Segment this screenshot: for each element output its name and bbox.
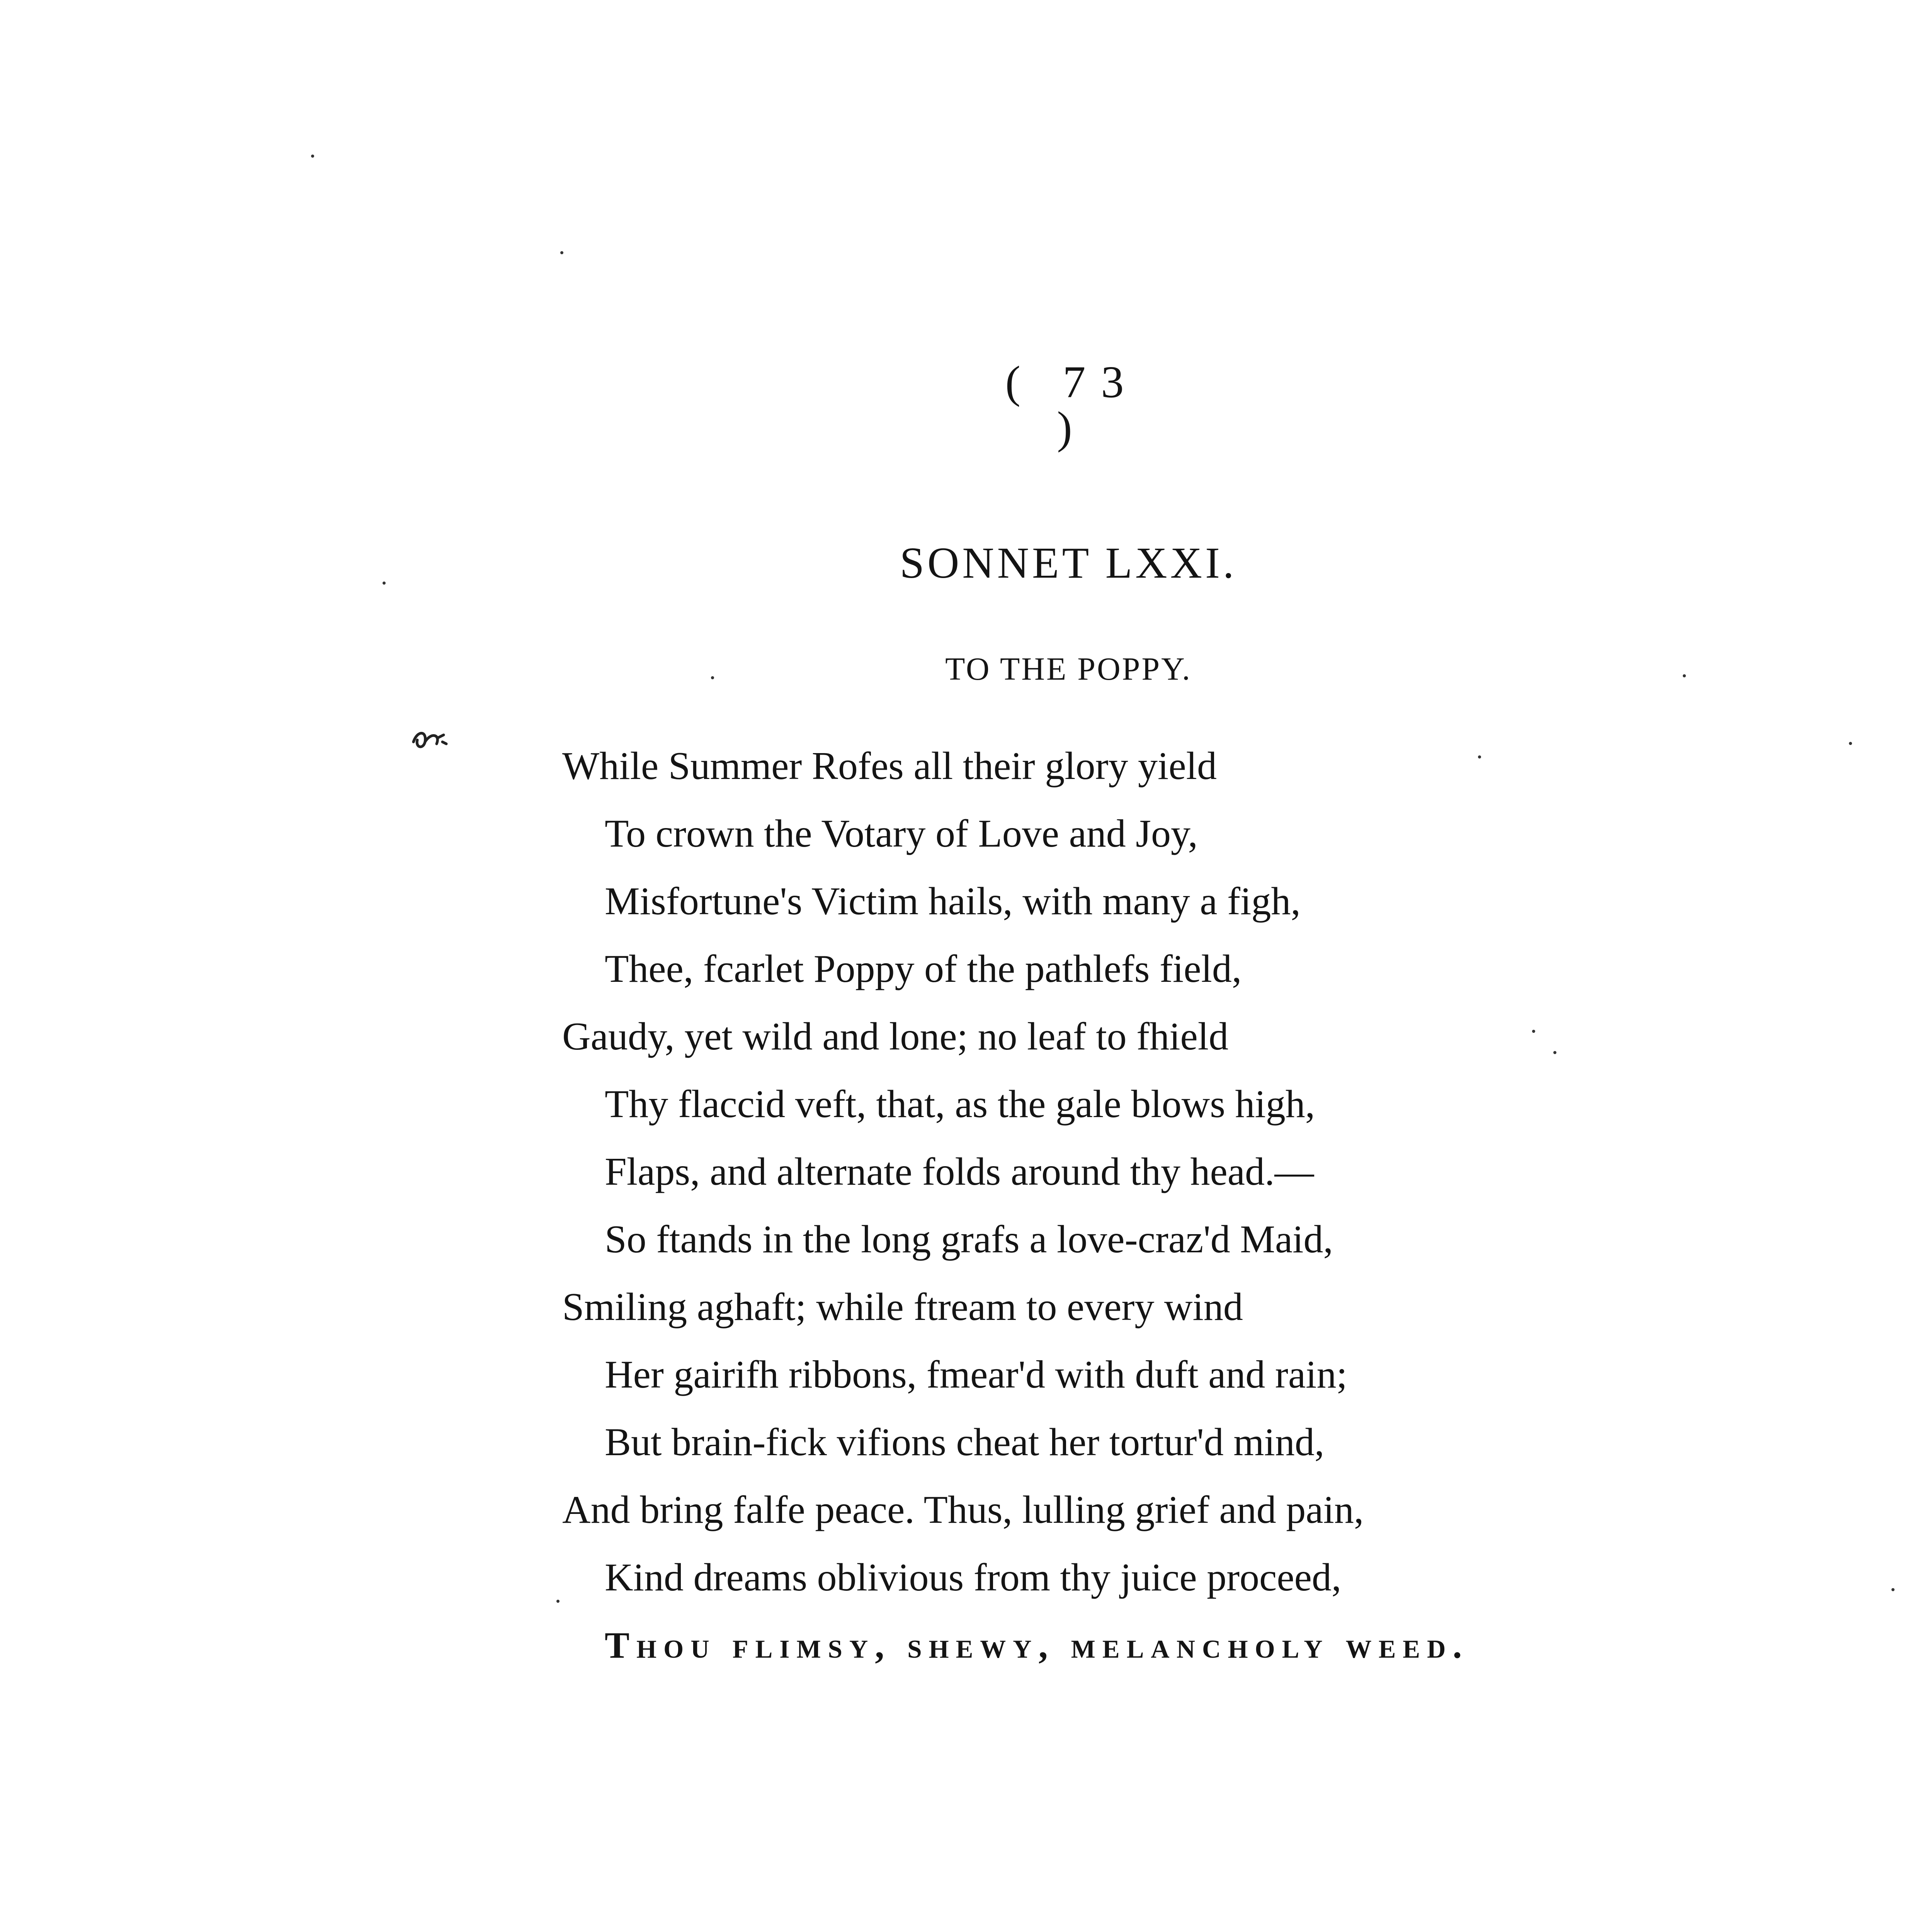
poem-line: Thou flimsy, shewy, melancholy weed. — [605, 1624, 1469, 1666]
poem-line: Her gairifh ribbons, fmear'd with duft and rain; — [605, 1353, 1347, 1396]
poem-line: So ftands in the long grafs a love-craz'd Maid, — [605, 1218, 1333, 1261]
poem-line: Thee, fcarlet Poppy of the pathlefs field, — [605, 947, 1242, 991]
sonnet-subtitle: TO THE POPPY. — [945, 651, 1192, 687]
poem-body — [562, 732, 1548, 1679]
print-speck — [1849, 742, 1852, 745]
poem-line: To crown the Votary of Love and Joy, — [605, 812, 1198, 855]
printer-flourish-icon — [410, 726, 452, 753]
print-speck — [1553, 1051, 1556, 1054]
print-speck — [311, 155, 314, 158]
print-speck — [383, 582, 386, 585]
print-speck — [560, 251, 563, 254]
print-speck — [1891, 1588, 1895, 1591]
print-speck — [1532, 1030, 1535, 1033]
print-speck — [1478, 755, 1481, 759]
poem-line: Gaudy, yet wild and lone; no leaf to fhield — [562, 1015, 1229, 1058]
poem-line: Kind dreams oblivious from thy juice proceed, — [605, 1556, 1342, 1599]
print-speck — [556, 1600, 560, 1603]
print-speck — [1683, 674, 1686, 677]
poem-line: Thy flaccid veft, that, as the gale blows high, — [605, 1082, 1315, 1126]
print-speck — [711, 676, 714, 679]
poem-line: Smiling aghaft; while ftream to every wind — [562, 1285, 1243, 1329]
page-number: ( 73 ) — [1005, 357, 1139, 453]
poem-line: Misfortune's Victim hails, with many a figh, — [605, 879, 1301, 923]
poem-line: And bring falfe peace. Thus, lulling grief and pain, — [562, 1488, 1364, 1532]
sonnet-title: SONNET LXXI. — [900, 538, 1237, 587]
poem-line: Flaps, and alternate folds around thy head.— — [605, 1150, 1314, 1194]
poem-line: But brain-fick vifions cheat her tortur'd mind, — [605, 1420, 1325, 1464]
poem-line: While Summer Rofes all their glory yield — [562, 744, 1217, 788]
